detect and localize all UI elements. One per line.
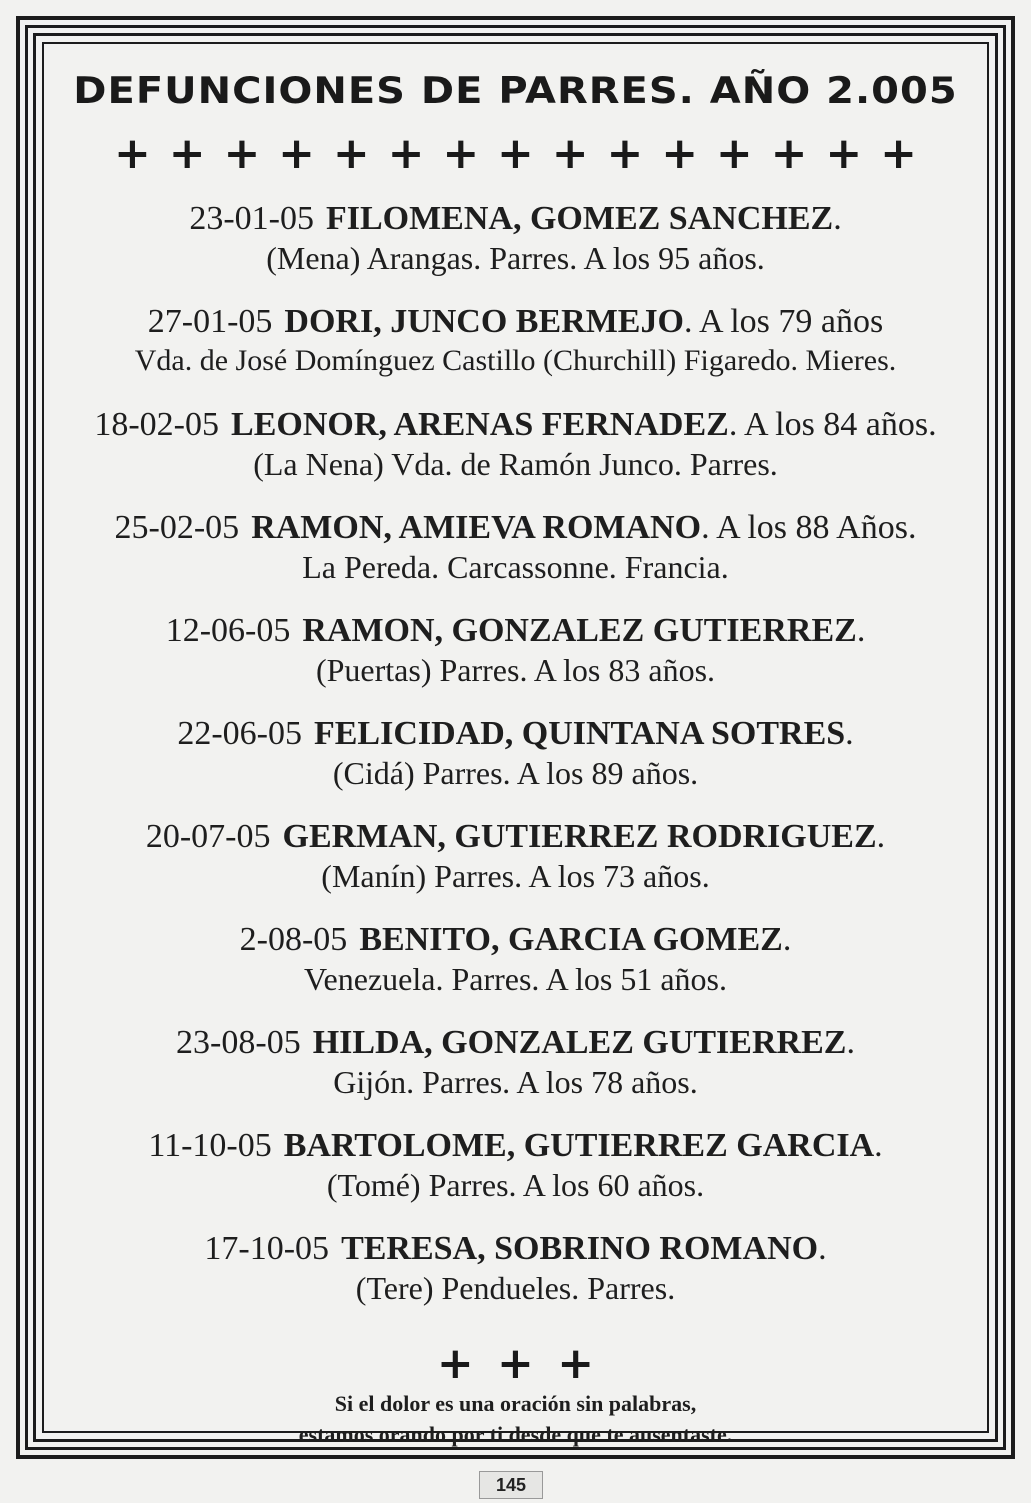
closing-crosses: + + +: [436, 1338, 595, 1389]
content-area: [42, 42, 989, 1447]
epitaph: [44, 1388, 987, 1450]
cross-icon: +: [715, 128, 753, 179]
obituary-entry: [44, 818, 987, 921]
death-date: 17-10-05: [204, 1230, 330, 1267]
entry-details: (Tere) Pendueles. Parres.: [355, 1270, 676, 1306]
entry-details: Vda. de José Domínguez Castillo (Churchill) Figaredo. Mieres.: [134, 344, 897, 377]
cross-icon: +: [387, 128, 425, 179]
epitaph-line: estamos orando por ti desde que te ausentaste.: [298, 1422, 733, 1447]
cross-icon: +: [551, 128, 589, 179]
deceased-name: LEONOR, ARENAS FERNADEZ: [231, 406, 729, 443]
cross-icon: +: [606, 128, 644, 179]
entry-details: Venezuela. Parres. A los 51 años.: [303, 961, 727, 997]
entry-suffix: . A los 84 años.: [728, 406, 937, 443]
death-date: 18-02-05: [94, 406, 220, 443]
cross-icon: +: [278, 128, 316, 179]
epitaph-line: Si el dolor es una oración sin palabras,: [334, 1391, 697, 1416]
entry-suffix: .: [846, 1024, 855, 1061]
page-title: DEFUNCIONES DE PARRES. AÑO 2.005: [73, 69, 958, 113]
mourning-border: [16, 16, 1015, 1459]
death-date: 11-10-05: [148, 1127, 272, 1164]
entry-suffix: . A los 79 años: [683, 303, 884, 340]
entry-suffix: .: [833, 200, 842, 237]
entry-suffix: .: [818, 1230, 827, 1267]
death-date: 12-06-05: [165, 612, 291, 649]
obituary-entry: [44, 1230, 987, 1333]
deceased-name: FELICIDAD, QUINTANA SOTRES: [313, 715, 846, 752]
cross-icon: +: [168, 128, 206, 179]
deceased-name: TERESA, SOBRINO ROMANO: [341, 1230, 819, 1267]
cross-icon: +: [825, 128, 863, 179]
obituary-entry: [44, 406, 987, 509]
obituary-entry: [44, 1127, 987, 1230]
deceased-name: HILDA, GONZALEZ GUTIERREZ: [312, 1024, 847, 1061]
obituary-entry: [44, 200, 987, 303]
cross-icon: +: [661, 128, 699, 179]
entry-details: Gijón. Parres. A los 78 años.: [333, 1064, 698, 1100]
entry-details: (Tomé) Parres. A los 60 años.: [326, 1167, 705, 1203]
deceased-name: BENITO, GARCIA GOMEZ: [359, 921, 783, 958]
entry-details: (La Nena) Vda. de Ramón Junco. Parres.: [253, 446, 778, 482]
entry-details: (Puertas) Parres. A los 83 años.: [315, 652, 716, 688]
cross-icon: +: [442, 128, 480, 179]
entry-suffix: .: [782, 921, 792, 958]
cross-icon: +: [770, 128, 808, 179]
death-date: 22-06-05: [177, 715, 302, 752]
cross-icon: +: [880, 128, 917, 179]
death-date: 23-01-05: [189, 200, 314, 237]
entry-details: (Mena) Arangas. Parres. A los 95 años.: [266, 240, 765, 276]
deceased-name: BARTOLOME, GUTIERREZ GARCIA: [283, 1127, 875, 1164]
cross-icon: +: [223, 128, 261, 179]
entry-suffix: .: [874, 1127, 883, 1164]
obituary-entry: [44, 715, 987, 818]
obituary-list: [44, 200, 987, 1333]
entry-suffix: .: [856, 612, 866, 649]
entry-suffix: . A los 88 Años.: [701, 509, 917, 546]
entry-details: La Pereda. Carcassonne. Francia.: [302, 549, 729, 585]
entry-suffix: .: [876, 818, 886, 855]
death-date: 23-08-05: [176, 1024, 301, 1061]
entry-details: (Manín) Parres. A los 73 años.: [321, 858, 710, 894]
deceased-name: DORI, JUNCO BERMEJO: [284, 303, 684, 340]
death-date: 2-08-05: [239, 921, 348, 958]
obituary-entry: [44, 612, 987, 715]
entry-details: (Cidá) Parres. A los 89 años.: [332, 755, 699, 791]
cross-row: [114, 128, 917, 179]
death-date: 20-07-05: [145, 818, 271, 855]
deceased-name: RAMON, AMIEVA ROMANO: [251, 509, 702, 546]
deceased-name: GERMAN, GUTIERREZ RODRIGUEZ: [282, 818, 877, 855]
page-number: 145: [479, 1471, 543, 1499]
obituary-entry: [44, 303, 987, 406]
deceased-name: FILOMENA, GOMEZ SANCHEZ: [325, 200, 834, 237]
cross-icon: +: [332, 128, 370, 179]
cross-icon: +: [497, 128, 534, 179]
death-date: 25-02-05: [114, 509, 240, 546]
cross-icon: +: [114, 128, 151, 179]
obituary-entry: [44, 1024, 987, 1127]
deceased-name: RAMON, GONZALEZ GUTIERREZ: [302, 612, 857, 649]
death-date: 27-01-05: [147, 303, 273, 340]
obituary-entry: [44, 921, 987, 1024]
obituary-entry: [44, 509, 987, 612]
entry-suffix: .: [845, 715, 854, 752]
